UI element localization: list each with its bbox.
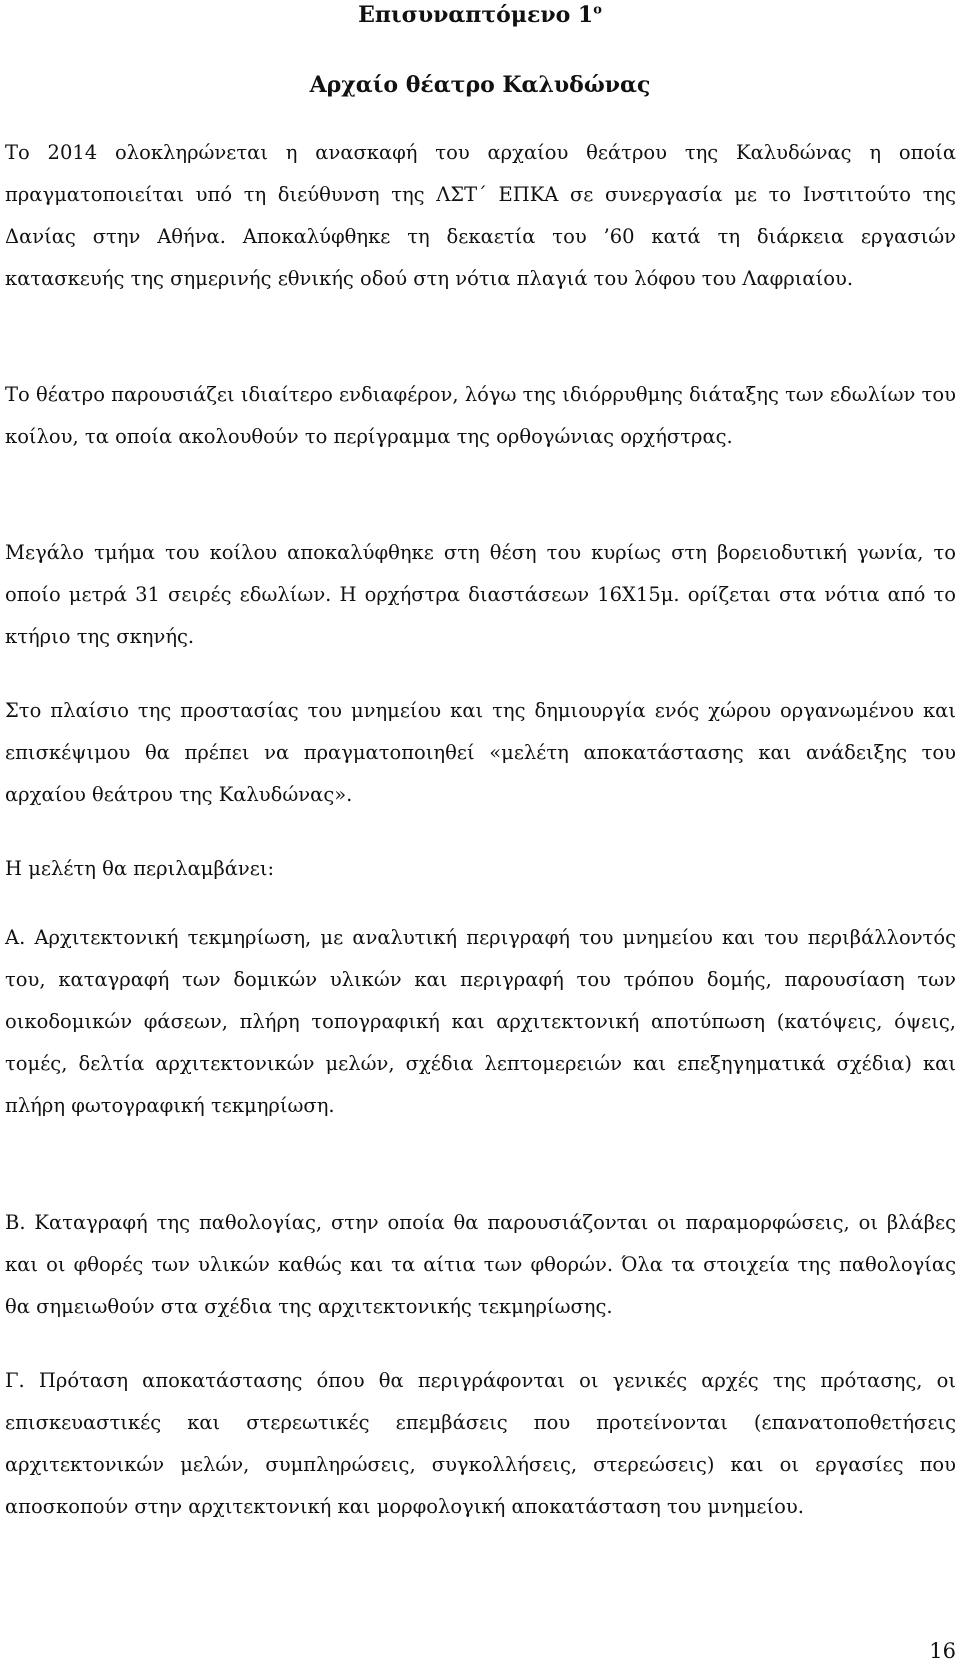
document-subtitle: Αρχαίο θέατρο Καλυδώνας xyxy=(309,72,651,98)
paragraph-theater-layout: Το θέατρο παρουσιάζει ιδιαίτερο ενδιαφέρον, λόγω της ιδιόρρυθμης διάταξης των εδωλίων του κοίλου, τα οποία ακολουθούν το περίγραμμα της ορθογώνιας ορχήστρας. xyxy=(5,383,956,448)
paragraph-study-includes: Η μελέτη θα περιλαμβάνει: xyxy=(5,857,275,880)
attachment-heading-text: Επισυναπτόμενο 1 xyxy=(358,2,594,28)
paragraph-item-a: Α. Αρχιτεκτονική τεκμηρίωση, με αναλυτική περιγραφή του μνημείου και του περιβάλλοντός του, καταγραφή των δομικών υλικών και περιγραφή του τρόπου δομής, παρουσίαση των οικοδομικών φάσεων, πλήρη τοπογραφική και αρχιτεκτονική αποτύπωση (κατόψεις, όψεις, τομές, δελτία αρχιτεκτονικών μελών, σχέδια λεπτομερειών και επεξηγηματικά σχέδια) και πλήρη φωτογραφική τεκμηρίωση. xyxy=(5,926,956,1117)
paragraph-item-c: Γ. Πρόταση αποκατάστασης όπου θα περιγράφονται οι γενικές αρχές της πρότασης, οι επισκευαστικές και στερεωτικές επεμβάσεις που προτείνονται (επανατοποθετήσεις αρχιτεκτονικών μελών, συμπληρώσεις, συγκολλήσεις, στερεώσεις) και οι εργασίες που αποσκοπούν στην αρχιτεκτονική και μορφολογική αποκατάσταση του μνημείου. xyxy=(5,1369,956,1518)
attachment-heading xyxy=(0,0,960,30)
paragraph-protection-study: Στο πλαίσιο της προστασίας του μνημείου και της δημιουργία ενός χώρου οργανωμένου και επισκέψιμου θα πρέπει να πραγματοποιηθεί «μελέτη αποκατάστασης και ανάδειξης του αρχαίου θεάτρου της Καλυδώνας». xyxy=(5,699,956,806)
paragraph-item-b: Β. Καταγραφή της παθολογίας, στην οποία θα παρουσιάζονται οι παραμορφώσεις, οι βλάβες και οι φθορές των υλικών καθώς και τα αίτια των φθορών. Όλα τα στοιχεία της παθολογίας θα σημειωθούν στα σχέδια της αρχιτεκτονικής τεκμηρίωσης. xyxy=(5,1211,956,1318)
paragraph-excavation: Το 2014 ολοκληρώνεται η ανασκαφή του αρχαίου θεάτρου της Καλυδώνας η οποία πραγματοποιείται υπό τη διεύθυνση της ΛΣΤ΄ ΕΠΚΑ σε συνεργασία με το Ινστιτούτο της Δανίας στην Αθήνα. Αποκαλύφθηκε τη δεκαετία του ’60 κατά τη διάρκεια εργασιών κατασκευής της σημερινής εθνικής οδού στη νότια πλαγιά του λόφου του Λαφριαίου. xyxy=(5,141,956,290)
paragraph-koilon-orchestra: Μεγάλο τμήμα του κοίλου αποκαλύφθηκε στη θέση του κυρίως στη βορειοδυτική γωνία, το οποίο μετρά 31 σειρές εδωλίων. Η ορχήστρα διαστάσεων 16Χ15μ. ορίζεται στα νότια από το κτήριο της σκηνής. xyxy=(5,541,956,648)
page-number: 16 xyxy=(929,1639,956,1663)
attachment-heading-superscript: ο xyxy=(593,2,602,18)
